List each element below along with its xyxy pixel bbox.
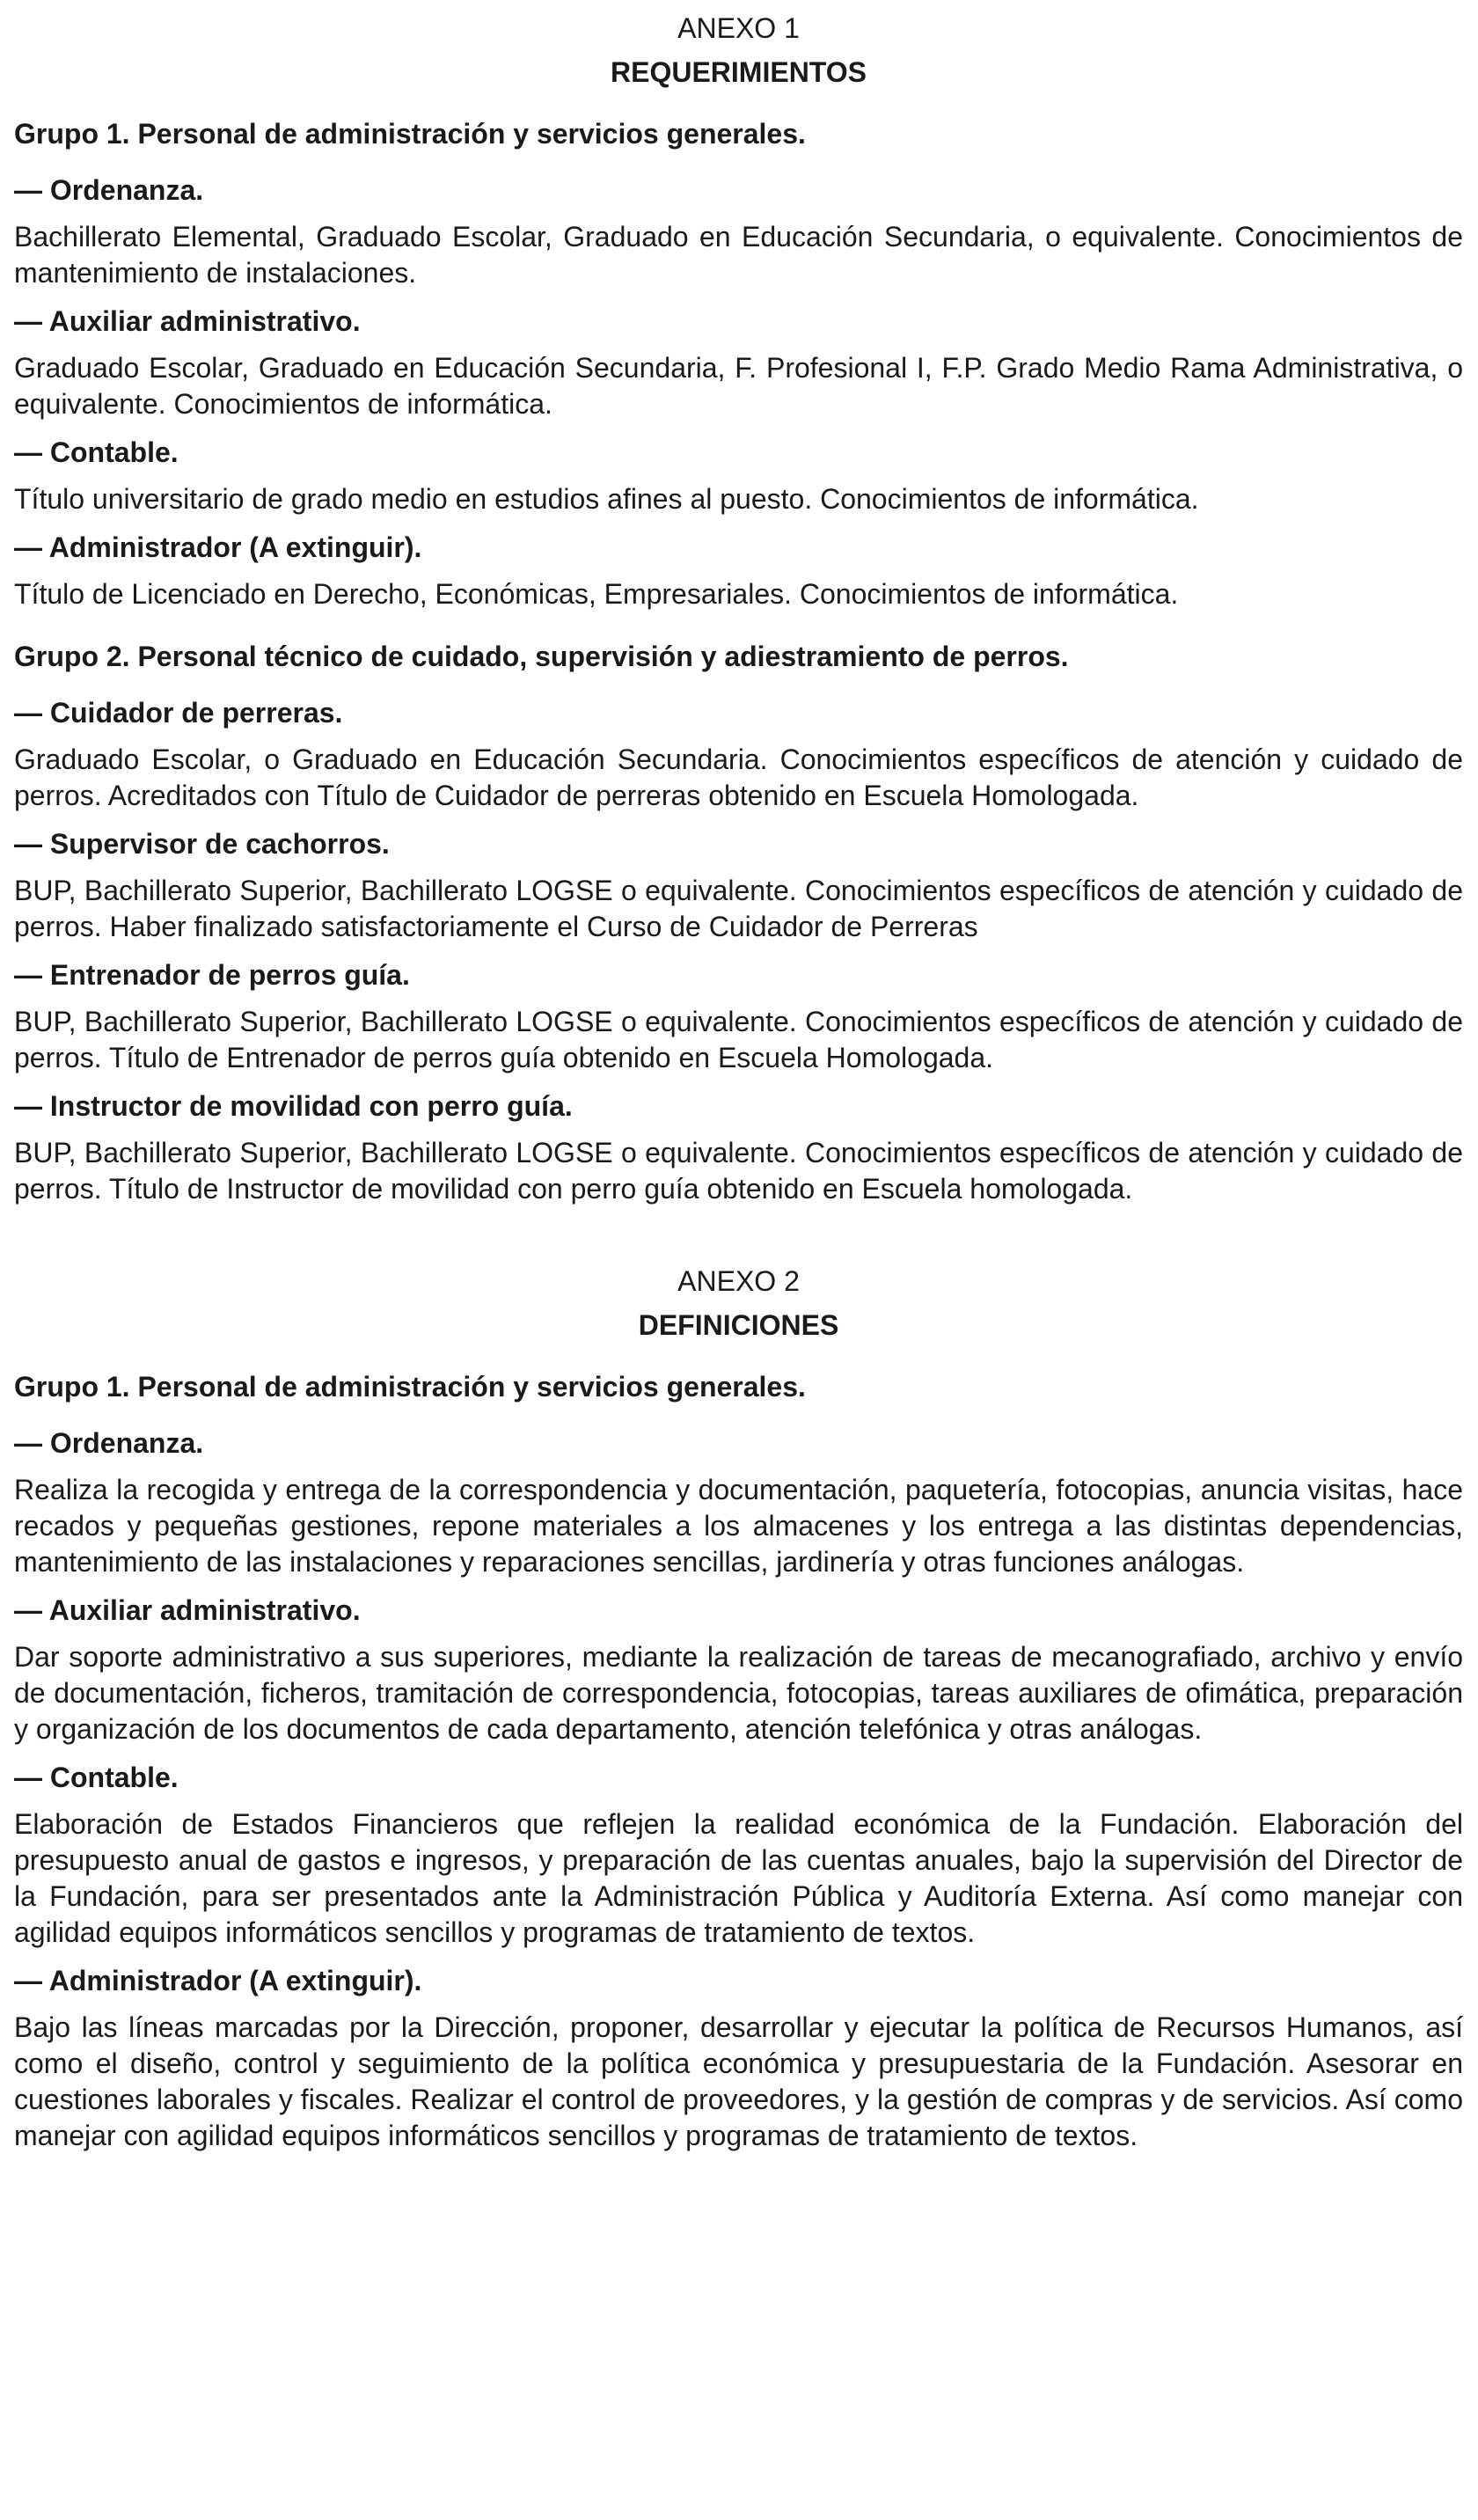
role-title: — Ordenanza. <box>14 1427 204 1459</box>
role-text: Título de Licenciado en Derecho, Económicas, Empresariales. Conocimientos de informática. <box>14 578 1179 610</box>
role-text: BUP, Bachillerato Superior, Bachillerato LOGSE o equivalente. Conocimientos específicos de atención y cuidado de perros. Título de Entrenador de perros guía obtenido en Escuela Homologada. <box>14 1006 1463 1073</box>
role-text: BUP, Bachillerato Superior, Bachillerato LOGSE o equivalente. Conocimientos específicos de atención y cuidado de perros. Título de Instructor de movilidad con perro guía obtenido en Escuela homologada. <box>14 1137 1463 1205</box>
role-text: Graduado Escolar, Graduado en Educación Secundaria, F. Profesional I, F.P. Grado Medio Rama Administrativa, o equivalente. Conocimientos de informática. <box>14 352 1463 420</box>
annex-1-group-2-title: Grupo 2. Personal técnico de cuidado, supervisión y adiestramiento de perros. <box>14 641 1069 672</box>
annex-1-section <box>14 11 1463 1207</box>
role-title: — Ordenanza. <box>14 174 204 206</box>
role-title: — Contable. <box>14 1762 179 1793</box>
annex-2-label: ANEXO 2 <box>677 1265 800 1297</box>
role-title: — Auxiliar administrativo. <box>14 1594 361 1626</box>
role-text: Bachillerato Elemental, Graduado Escolar, Graduado en Educación Secundaria, o equivalente. Conocimientos de mantenimiento de instalaciones. <box>14 221 1463 289</box>
role-text: BUP, Bachillerato Superior, Bachillerato LOGSE o equivalente. Conocimientos específicos de atención y cuidado de perros. Haber finalizado satisfactoriamente el Curso de Cuidador de Perreras <box>14 875 1463 942</box>
role-text: Realiza la recogida y entrega de la correspondencia y documentación, paquetería, fotocopias, anuncia visitas, hace recados y pequeñas gestiones, repone materiales a los almacenes y los entrega a las distintas dependencias, mantenimiento de las instalaciones y reparaciones sencillas, jardinería y otras funciones análogas. <box>14 1474 1463 1578</box>
role-title: — Supervisor de cachorros. <box>14 828 390 860</box>
role-title: — Administrador (A extinguir). <box>14 531 422 563</box>
role-text: Título universitario de grado medio en estudios afines al puesto. Conocimientos de informática. <box>14 483 1199 515</box>
annex-1-group-1-title: Grupo 1. Personal de administración y servicios generales. <box>14 118 806 150</box>
role-title: — Contable. <box>14 436 179 468</box>
annex-1-title: REQUERIMIENTOS <box>611 56 867 88</box>
annex-1-label: ANEXO 1 <box>677 12 800 44</box>
role-title: — Auxiliar administrativo. <box>14 305 361 337</box>
role-text: Bajo las líneas marcadas por la Dirección, proponer, desarrollar y ejecutar la política de Recursos Humanos, así como el diseño, control y seguimiento de la política económica y presupuestaria de la Fundación. Asesorar en cuestiones laborales y fiscales. Realizar el control de proveedores, y la gestión de compras y de servicios. Así como manejar con agilidad equipos informáticos sencillos y programas de tratamiento de textos. <box>14 2011 1463 2151</box>
annex-2-title: DEFINICIONES <box>638 1309 839 1341</box>
annex-2-group-1-title: Grupo 1. Personal de administración y servicios generales. <box>14 1371 806 1403</box>
role-title: — Instructor de movilidad con perro guía. <box>14 1090 573 1122</box>
role-text: Dar soporte administrativo a sus superiores, mediante la realización de tareas de mecanografiado, archivo y envío de documentación, ficheros, tramitación de correspondencia, fotocopias, tareas auxiliares de ofimática, preparación y organización de los documentos de cada departamento, atención telefónica y otras análogas. <box>14 1641 1463 1745</box>
role-title: — Cuidador de perreras. <box>14 697 343 729</box>
annex-2-section <box>14 1264 1463 2154</box>
role-text: Elaboración de Estados Financieros que reflejen la realidad económica de la Fundación. Elaboración del presupuesto anual de gastos e ingresos, y preparación de las cuentas anuales, bajo la supervisión del Director de la Fundación, para ser presentados ante la Administración Pública y Auditoría Externa. Así como manejar con agilidad equipos informáticos sencillos y programas de tratamiento de textos. <box>14 1808 1463 1948</box>
role-title: — Administrador (A extinguir). <box>14 1965 422 1996</box>
role-text: Graduado Escolar, o Graduado en Educación Secundaria. Conocimientos específicos de atención y cuidado de perros. Acreditados con Título de Cuidador de perreras obtenido en Escuela Homologada. <box>14 744 1463 811</box>
role-title: — Entrenador de perros guía. <box>14 959 410 991</box>
